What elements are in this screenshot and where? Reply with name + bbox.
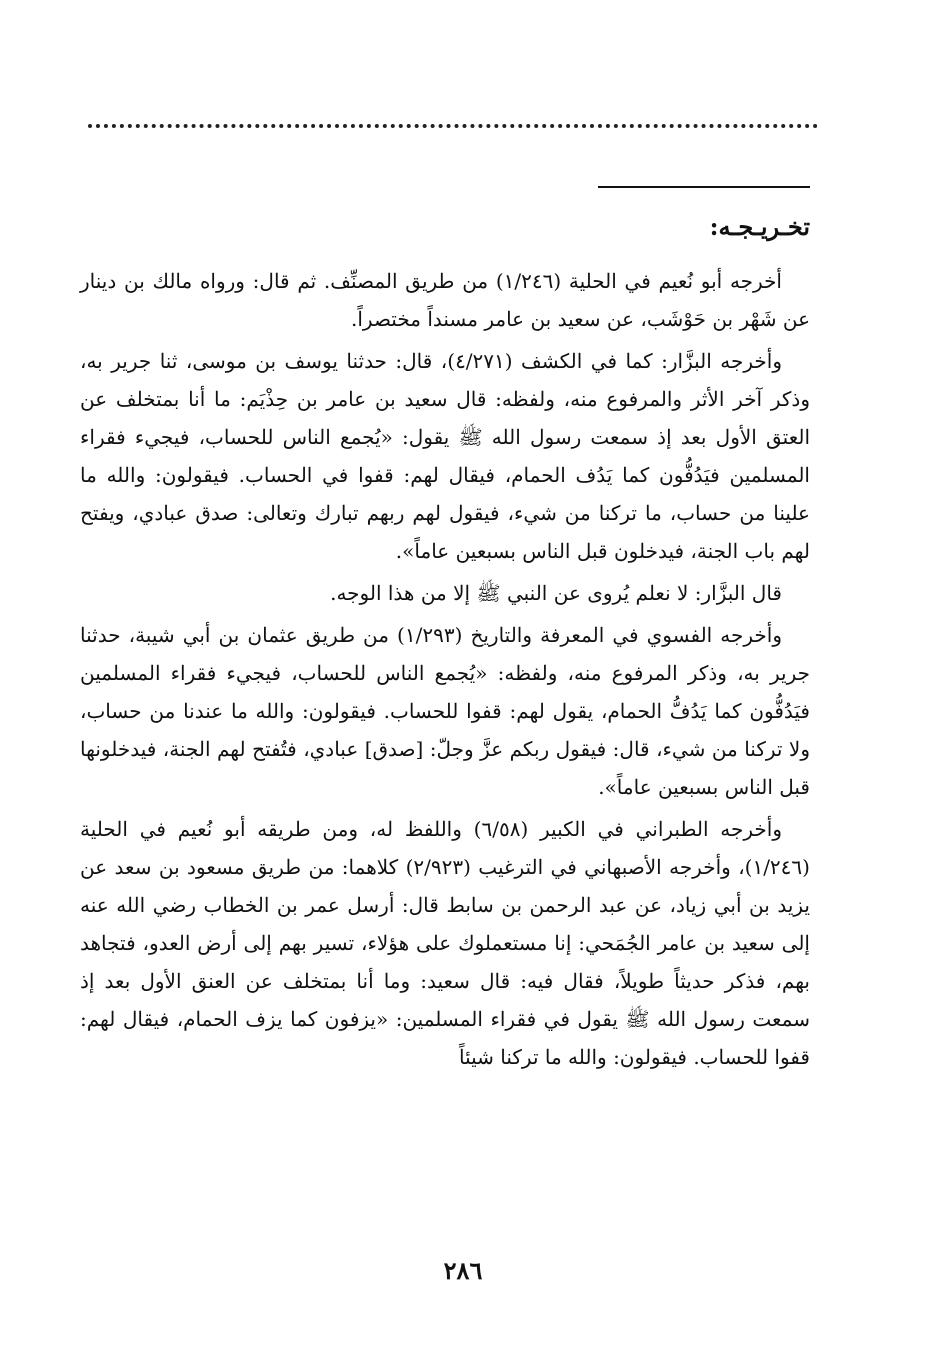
paragraph-5: وأخرجه الطبراني في الكبير (٦/٥٨) واللفظ له، ومن طريقه أبو نُعيم في الحلية (١/٢٤٦)، وأخرجه الأصبهاني في الترغيب (٢/٩٢٣) كلاهما: من طريق مسعود بن سعد عن يزيد بن أبي زياد، عن عبد الرحمن بن سابط قال: أرسل عمر بن الخطاب رضي الله عنه إلى سعيد بن عامر الجُمَحي: إنا مستعملوك على هؤلاء، تسير بهم إلى أرض العدو، فتجاهد بهم، فذكر حديثاً طويلاً، فقال فيه: قال سعيد: وما أنا بمتخلف عن العنق الأول بعد إذ سمعت رسول الله ﷺ يقول في فقراء المسلمين: «يزفون كما يزف الحمام، فيقال لهم: قفوا للحساب. فيقولون: والله ما تركنا شيئاً: [80, 817, 810, 1069]
body-text: [80, 262, 810, 1080]
paragraph-2: وأخرجه البزَّار: كما في الكشف (٤/٢٧١)، قال: حدثنا يوسف بن موسى، ثنا جرير به، وذكر آخر الأثر والمرفوع منه، ولفظه: قال سعيد بن عامر بن حِذْيَم: ما أنا بمتخلف عن العتق الأول بعد إذ سمعت رسول الله ﷺ يقول: «يُجمع الناس للحساب، فيجيء فقراء المسلمين فيَدُفُّون كما يَدُف الحمام، فيقال لهم: قفوا في الحساب. فيقولون: والله ما علينا من حساب، ما تركنا من شيء، فيقول لهم ربهم تبارك وتعالى: صدق عبادي، ويفتح لهم باب الجنة، فيدخلون قبل الناس بسبعين عاماً».: [80, 349, 810, 563]
page-number: ٢٨٦: [443, 1256, 483, 1285]
section-heading: تخـريـجـه:: [709, 212, 810, 241]
dotted-separator: [88, 124, 818, 134]
paragraph-3: قال البزَّار: لا نعلم يُروى عن النبي ﷺ إلا من هذا الوجه.: [330, 581, 782, 605]
paragraph-1: أخرجه أبو نُعيم في الحلية (١/٢٤٦) من طريق المصنِّف. ثم قال: ورواه مالك بن دينار عن شَهْر بن حَوْشَب، عن سعيد بن عامر مسنداً مختصراً.: [80, 269, 810, 331]
paragraph-4: وأخرجه الفسوي في المعرفة والتاريخ (١/٢٩٣) من طريق عثمان بن أبي شيبة، حدثنا جرير به، وذكر المرفوع منه، ولفظه: «يُجمع الناس للحساب، فيجيء فقراء المسلمين فيَدُفُّون كما يَدُفُّ الحمام، يقول لهم: قفوا للحساب. فيقولون: والله ما عندنا من حساب، ولا تركنا من شيء، قال: فيقول ربكم عزَّ وجلّ: [صدق] عبادي، فتُفتح لهم الجنة، فيدخلونها قبل الناس بسبعين عاماً».: [80, 623, 810, 799]
heading-rule: [598, 186, 810, 188]
